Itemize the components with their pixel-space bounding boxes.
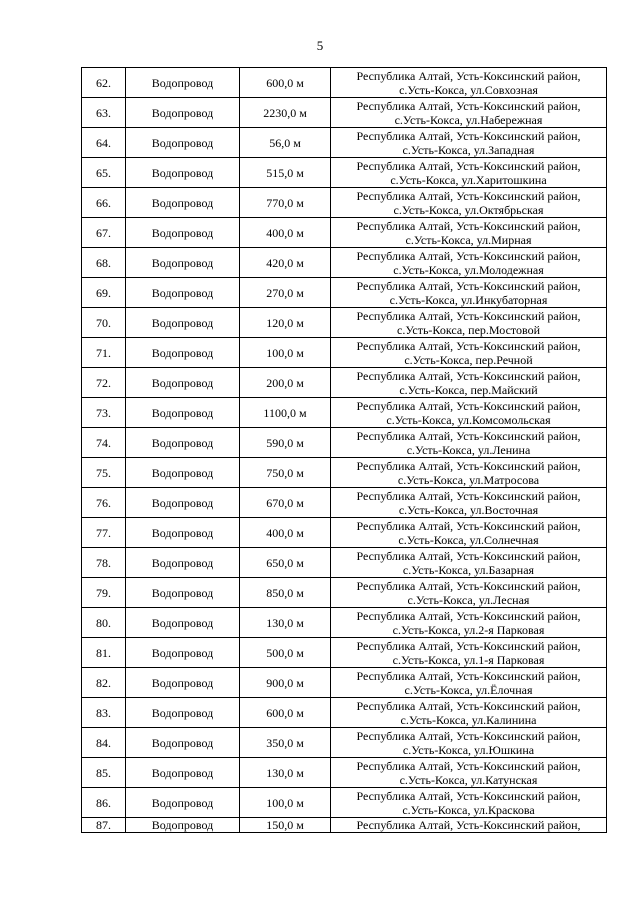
object-length: 100,0 м	[240, 788, 331, 818]
address-line-2: с.Усть-Кокса, ул.Октябрьская	[393, 202, 544, 217]
object-name: Водопровод	[126, 278, 240, 308]
address-line-1: Республика Алтай, Усть-Коксинский район,	[356, 368, 581, 383]
table-body	[82, 68, 607, 833]
object-address	[331, 98, 607, 128]
object-length: 750,0 м	[240, 458, 331, 488]
object-length: 150,0 м	[240, 818, 331, 833]
address-line-1: Республика Алтай, Усть-Коксинский район,	[356, 698, 581, 713]
object-name: Водопровод	[126, 308, 240, 338]
address-line-2: с.Усть-Кокса, ул.Комсомольская	[386, 412, 551, 427]
object-address	[331, 788, 607, 818]
object-address	[331, 638, 607, 668]
object-length: 270,0 м	[240, 278, 331, 308]
table-row	[82, 188, 607, 218]
object-length: 420,0 м	[240, 248, 331, 278]
object-address	[331, 68, 607, 98]
row-number: 67.	[82, 218, 126, 248]
address-line-2: с.Усть-Кокса, ул.Набережная	[394, 112, 543, 127]
object-name: Водопровод	[126, 248, 240, 278]
table-row	[82, 788, 607, 818]
object-address	[331, 248, 607, 278]
address-line-2: с.Усть-Кокса, ул.Ёлочная	[404, 682, 533, 697]
address-line-1: Республика Алтай, Усть-Коксинский район,	[356, 248, 581, 263]
object-length: 130,0 м	[240, 608, 331, 638]
row-number: 65.	[82, 158, 126, 188]
object-length: 56,0 м	[240, 128, 331, 158]
table-row	[82, 458, 607, 488]
object-length: 400,0 м	[240, 518, 331, 548]
address-line-1: Республика Алтай, Усть-Коксинский район,	[356, 398, 581, 413]
object-length: 120,0 м	[240, 308, 331, 338]
address-line-2: с.Усть-Кокса, ул.Калинина	[400, 712, 537, 727]
address-line-1: Республика Алтай, Усть-Коксинский район,	[356, 128, 581, 143]
row-number: 86.	[82, 788, 126, 818]
address-line-1: Республика Алтай, Усть-Коксинский район,	[356, 578, 581, 593]
object-address	[331, 668, 607, 698]
row-number: 62.	[82, 68, 126, 98]
address-line-2: с.Усть-Кокса, ул.Молодежная	[393, 262, 544, 277]
object-length: 400,0 м	[240, 218, 331, 248]
address-line-1: Республика Алтай, Усть-Коксинский район,	[356, 668, 581, 683]
row-number: 69.	[82, 278, 126, 308]
address-line-1: Республика Алтай, Усть-Коксинский район,	[356, 98, 581, 113]
object-address	[331, 278, 607, 308]
address-line-2: с.Усть-Кокса, ул.Матросова	[397, 472, 540, 487]
object-name: Водопровод	[126, 758, 240, 788]
object-length: 130,0 м	[240, 758, 331, 788]
address-line-1: Республика Алтай, Усть-Коксинский район,	[356, 68, 581, 83]
object-address	[331, 398, 607, 428]
object-address	[331, 518, 607, 548]
object-name: Водопровод	[126, 428, 240, 458]
object-address	[331, 368, 607, 398]
object-address	[331, 188, 607, 218]
row-number: 64.	[82, 128, 126, 158]
object-name: Водопровод	[126, 488, 240, 518]
object-address	[331, 578, 607, 608]
address-line-1: Республика Алтай, Усть-Коксинский район,	[356, 218, 581, 233]
object-name: Водопровод	[126, 788, 240, 818]
address-line-2: с.Усть-Кокса, ул.Катунская	[399, 772, 538, 787]
address-line-1: Республика Алтай, Усть-Коксинский район,	[356, 278, 581, 293]
object-length: 2230,0 м	[240, 98, 331, 128]
table-row	[82, 98, 607, 128]
table-row	[82, 68, 607, 98]
table-row	[82, 638, 607, 668]
object-address	[331, 548, 607, 578]
object-length: 900,0 м	[240, 668, 331, 698]
table-row	[82, 518, 607, 548]
row-number: 78.	[82, 548, 126, 578]
object-name: Водопровод	[126, 818, 240, 833]
page-number: 5	[316, 38, 324, 53]
row-number: 79.	[82, 578, 126, 608]
table-row	[82, 728, 607, 758]
row-number: 70.	[82, 308, 126, 338]
address-line-2: с.Усть-Кокса, ул.Совхозная	[399, 82, 538, 97]
table-row	[82, 578, 607, 608]
row-number: 77.	[82, 518, 126, 548]
table-row	[82, 278, 607, 308]
table-row	[82, 248, 607, 278]
object-name: Водопровод	[126, 398, 240, 428]
address-line-2: с.Усть-Кокса, ул.1-я Парковая	[392, 652, 545, 667]
object-length: 770,0 м	[240, 188, 331, 218]
object-name: Водопровод	[126, 458, 240, 488]
address-line-2: с.Усть-Кокса, ул.Харитошкина	[390, 172, 547, 187]
object-name: Водопровод	[126, 368, 240, 398]
address-line-2: с.Усть-Кокса, ул.Восточная	[398, 502, 539, 517]
row-number: 73.	[82, 398, 126, 428]
table-row	[82, 698, 607, 728]
row-number: 66.	[82, 188, 126, 218]
object-length: 650,0 м	[240, 548, 331, 578]
address-line-2: с.Усть-Кокса, пер.Майский	[399, 382, 538, 397]
object-name: Водопровод	[126, 518, 240, 548]
address-line-1: Республика Алтай, Усть-Коксинский район,	[356, 488, 581, 503]
address-line-2: с.Усть-Кокса, ул.Мирная	[405, 232, 532, 247]
object-name: Водопровод	[126, 638, 240, 668]
object-length: 515,0 м	[240, 158, 331, 188]
object-name: Водопровод	[126, 128, 240, 158]
water-supply-table	[81, 67, 607, 833]
table-row	[82, 488, 607, 518]
table-row	[82, 368, 607, 398]
table-row	[82, 158, 607, 188]
table-row	[82, 338, 607, 368]
table-row	[82, 398, 607, 428]
object-name: Водопровод	[126, 188, 240, 218]
address-line-2: с.Усть-Кокса, ул.2-я Парковая	[392, 622, 545, 637]
object-length: 600,0 м	[240, 68, 331, 98]
object-name: Водопровод	[126, 218, 240, 248]
object-address	[331, 128, 607, 158]
object-address	[331, 698, 607, 728]
row-number: 72.	[82, 368, 126, 398]
object-length: 200,0 м	[240, 368, 331, 398]
object-address	[331, 308, 607, 338]
row-number: 76.	[82, 488, 126, 518]
row-number: 84.	[82, 728, 126, 758]
table-row	[82, 668, 607, 698]
address-line-2: с.Усть-Кокса, пер.Речной	[404, 352, 533, 367]
object-length: 670,0 м	[240, 488, 331, 518]
object-length: 600,0 м	[240, 698, 331, 728]
object-name: Водопровод	[126, 68, 240, 98]
row-number: 75.	[82, 458, 126, 488]
row-number: 85.	[82, 758, 126, 788]
address-line-1: Республика Алтай, Усть-Коксинский район,	[356, 458, 581, 473]
row-number: 87.	[82, 818, 126, 833]
object-length: 850,0 м	[240, 578, 331, 608]
address-line-1: Республика Алтай, Усть-Коксинский район,	[356, 758, 581, 773]
object-address	[331, 338, 607, 368]
row-number: 83.	[82, 698, 126, 728]
address-line-1: Республика Алтай, Усть-Коксинский район,	[356, 548, 581, 563]
object-name: Водопровод	[126, 158, 240, 188]
object-address	[331, 758, 607, 788]
address-line-2: с.Усть-Кокса, пер.Мостовой	[397, 322, 540, 337]
row-number: 68.	[82, 248, 126, 278]
object-length: 500,0 м	[240, 638, 331, 668]
address-line-1: Республика Алтай, Усть-Коксинский район,	[356, 788, 581, 803]
object-address	[331, 608, 607, 638]
address-line-2: с.Усть-Кокса, ул.Краскова	[402, 802, 535, 817]
object-length: 1100,0 м	[240, 398, 331, 428]
object-address	[331, 158, 607, 188]
address-line-2: с.Усть-Кокса, ул.Солнечная	[398, 532, 539, 547]
object-name: Водопровод	[126, 608, 240, 638]
object-name: Водопровод	[126, 668, 240, 698]
row-number: 74.	[82, 428, 126, 458]
object-address	[331, 488, 607, 518]
address-line-1: Республика Алтай, Усть-Коксинский район,	[356, 518, 581, 533]
object-length: 100,0 м	[240, 338, 331, 368]
row-number: 82.	[82, 668, 126, 698]
object-name: Водопровод	[126, 728, 240, 758]
row-number: 63.	[82, 98, 126, 128]
address-line-1: Республика Алтай, Усть-Коксинский район,	[356, 188, 581, 203]
row-number: 71.	[82, 338, 126, 368]
address-line-2: с.Усть-Кокса, ул.Инкубаторная	[389, 292, 548, 307]
object-name: Водопровод	[126, 338, 240, 368]
address-line-1: Республика Алтай, Усть-Коксинский район,	[356, 308, 581, 323]
object-address	[331, 428, 607, 458]
object-address	[331, 458, 607, 488]
address-line-1: Республика Алтай, Усть-Коксинский район,	[356, 638, 581, 653]
object-address	[331, 728, 607, 758]
address-line-1: Республика Алтай, Усть-Коксинский район,	[356, 338, 581, 353]
address-line-1: Республика Алтай, Усть-Коксинский район,	[356, 158, 581, 173]
table-row	[82, 608, 607, 638]
address-line-2: с.Усть-Кокса, ул.Западная	[402, 142, 535, 157]
row-number: 81.	[82, 638, 126, 668]
table-row	[82, 428, 607, 458]
object-name: Водопровод	[126, 548, 240, 578]
address-line-1: Республика Алтай, Усть-Коксинский район,	[356, 728, 581, 743]
object-address	[331, 818, 607, 833]
row-number: 80.	[82, 608, 126, 638]
object-name: Водопровод	[126, 698, 240, 728]
object-length: 590,0 м	[240, 428, 331, 458]
address-line-2: с.Усть-Кокса, ул.Лесная	[407, 592, 530, 607]
table-row	[82, 548, 607, 578]
address-line-2: с.Усть-Кокса, ул.Юшкина	[402, 742, 535, 757]
table-row	[82, 128, 607, 158]
address-line-2: с.Усть-Кокса, ул.Ленина	[406, 442, 531, 457]
object-name: Водопровод	[126, 578, 240, 608]
table-row	[82, 818, 607, 833]
table-row	[82, 758, 607, 788]
address-line-1: Республика Алтай, Усть-Коксинский район,	[356, 818, 581, 832]
object-name: Водопровод	[126, 98, 240, 128]
table-row	[82, 308, 607, 338]
address-line-1: Республика Алтай, Усть-Коксинский район,	[356, 428, 581, 443]
object-length: 350,0 м	[240, 728, 331, 758]
address-line-2: с.Усть-Кокса, ул.Базарная	[402, 562, 535, 577]
address-line-1: Республика Алтай, Усть-Коксинский район,	[356, 608, 581, 623]
object-address	[331, 218, 607, 248]
table-row	[82, 218, 607, 248]
